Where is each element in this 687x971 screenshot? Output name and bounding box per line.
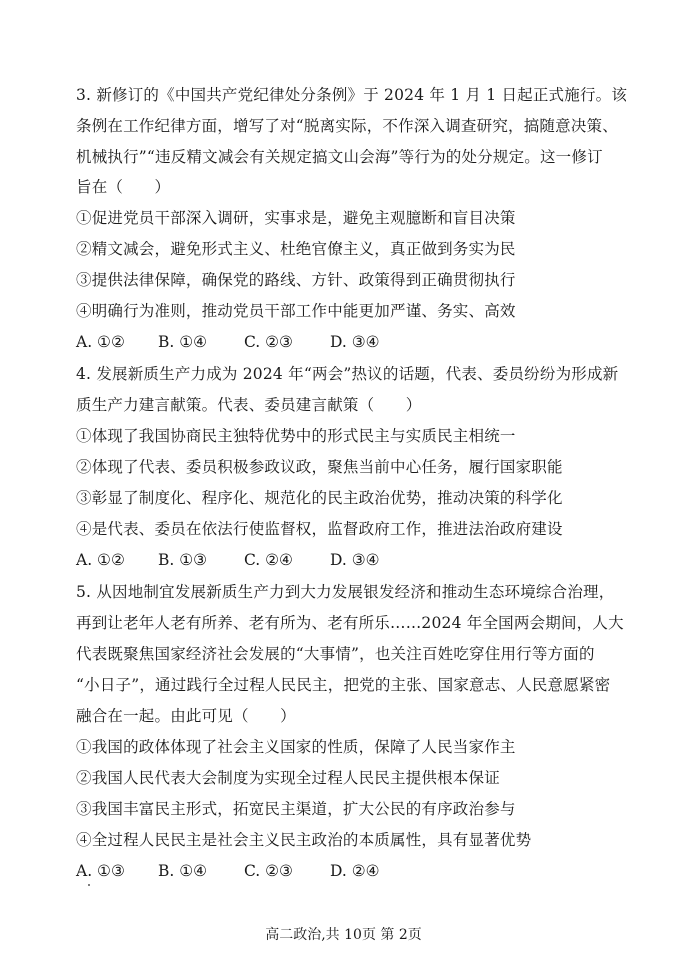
- question-3-options: [76, 332, 410, 352]
- question-5-option-d[interactable]: D. ②④: [330, 862, 380, 880]
- question-5-stem-line-2: 再到让老年人老有所养、老有所为、老有所乐……2024 年全国两会期间，人大: [76, 614, 624, 632]
- scan-speck: [88, 884, 90, 886]
- page-footer: 高二政治,共 10页 第 2页: [265, 927, 422, 943]
- question-3-stem-line-3: 机械执行”“违反精文减会有关规定搞文山会海”等行为的处分规定。这一修订: [76, 148, 603, 166]
- question-3-option-d[interactable]: D. ③④: [330, 333, 380, 351]
- question-3-stem-line-2: 条例在工作纪律方面，增写了对“脱离实际，不作深入调查研究，搞随意决策、: [76, 117, 618, 135]
- question-5-stem-line-4: “小日子”，通过践行全过程人民民主，把党的主张、国家意志、人民意愿紧密: [76, 676, 611, 694]
- question-4-option-c[interactable]: C. ②④: [244, 551, 293, 569]
- question-5-stem-line-1: 5. 从因地制宜发展新质生产力到大力发展银发经济和推动生态环境综合治理，: [76, 583, 615, 601]
- question-3-statement-1: ①促进党员干部深入调研，实事求是，避免主观臆断和盲目决策: [76, 209, 516, 227]
- question-5-stem-line-3: 代表既聚焦国家经济社会发展的“大事情”，也关注百姓吃穿住用行等方面的: [76, 645, 595, 663]
- question-4-statement-2: ②体现了代表、委员积极参政议政，聚焦当前中心任务，履行国家职能: [76, 458, 563, 476]
- question-3-statement-3: ③提供法律保障，确保党的路线、方针、政策得到正确贯彻执行: [76, 271, 516, 289]
- question-4-statement-3: ③彰显了制度化、程序化、规范化的民主政治优势，推动决策的科学化: [76, 489, 563, 507]
- question-5-statement-3: ③我国丰富民主形式，拓宽民主渠道，扩大公民的有序政治参与: [76, 800, 516, 818]
- question-5-options: [76, 861, 410, 881]
- question-4-options: [76, 550, 410, 570]
- question-4-stem-line-1: 4. 发展新质生产力成为 2024 年“两会”热议的话题，代表、委员纷纷为形成新: [76, 365, 619, 383]
- question-4-option-a[interactable]: A. ①②: [76, 551, 125, 569]
- question-3-option-c[interactable]: C. ②③: [244, 333, 293, 351]
- question-3-stem-line-4: 旨在（ ）: [76, 178, 171, 196]
- question-3-option-b[interactable]: B. ①④: [158, 333, 208, 351]
- question-5-statement-4: ④全过程人民民主是社会主义民主政治的本质属性，具有显著优势: [76, 831, 532, 849]
- question-3-stem-line-1: 3. 新修订的《中国共产党纪律处分条例》于 2024 年 1 月 1 日起正式施行。该: [76, 86, 628, 104]
- question-3-statement-2: ②精文减会，避免形式主义、杜绝官僚主义，真正做到务实为民: [76, 240, 516, 258]
- question-4-option-b[interactable]: B. ①③: [158, 551, 208, 569]
- question-4-option-d[interactable]: D. ③④: [330, 551, 380, 569]
- question-5-option-c[interactable]: C. ②③: [244, 862, 293, 880]
- question-5-option-a[interactable]: A. ①③: [76, 862, 125, 880]
- question-4-stem-line-2: 质生产力建言献策。代表、委员建言献策（ ）: [76, 396, 422, 414]
- question-3-statement-4: ④明确行为准则，推动党员干部工作中能更加严谨、务实、高效: [76, 302, 516, 320]
- question-5-statement-1: ①我国的政体体现了社会主义国家的性质，保障了人民当家作主: [76, 738, 516, 756]
- question-4-statement-4: ④是代表、委员在依法行使监督权，监督政府工作，推进法治政府建设: [76, 520, 563, 538]
- question-5-option-b[interactable]: B. ①④: [158, 862, 208, 880]
- question-3-option-a[interactable]: A. ①②: [76, 333, 125, 351]
- question-5-statement-2: ②我国人民代表大会制度为实现全过程人民民主提供根本保证: [76, 769, 500, 787]
- question-5-stem-line-5: 融合在一起。由此可见（ ）: [76, 707, 296, 725]
- question-4-statement-1: ①体现了我国协商民主独特优势中的形式民主与实质民主相统一: [76, 427, 516, 445]
